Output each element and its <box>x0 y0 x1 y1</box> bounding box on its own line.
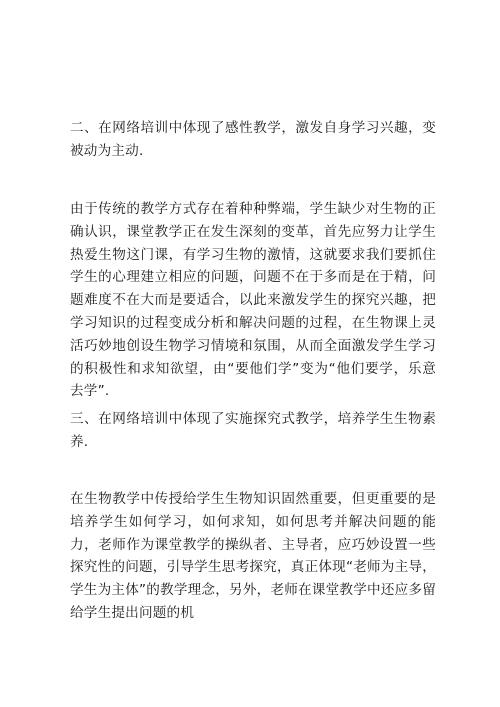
section-2-heading: 二、在网络培训中体现了感性教学，激发自身学习兴趣，变被动为主动. <box>70 120 436 159</box>
document-page <box>70 0 436 707</box>
section-3-body: 在生物教学中传授给学生生物知识固然重要，但更重要的是培养学生如何学习，如何求知，如何思考并解决问题的能力，老师作为课堂教学的操纵者、主导者，应巧妙设置一些探究性的问题，引导学生思考探究，真正体现“老师为主导，学生为主体”的教学理念，另外，老师在课堂教学中还应多留给学生提出问题的机 <box>70 491 436 621</box>
section-3-heading: 三、在网络培训中体现了实施探究式教学，培养学生生物素养. <box>70 411 436 450</box>
section-2-body: 由于传统的教学方式存在着种种弊端，学生缺少对生物的正确认识，课堂教学正在发生深刻的变革，首先应努力让学生热爱生物这门课，有学习生物的激情，这就要求我们要抓住学生的心理建立相应的问题，问题不在于多而是在于精，问题难度不在大而是要适合，以此来激发学生的探究兴趣，把学习知识的过程变成分析和解决问题的过程，在生物课上灵活巧妙地创设生物学习情境和氛围，从而全面激发学生学习的积极性和求知欲望，由“要他们学”变为“他们要学，乐意去学”. <box>70 201 436 400</box>
